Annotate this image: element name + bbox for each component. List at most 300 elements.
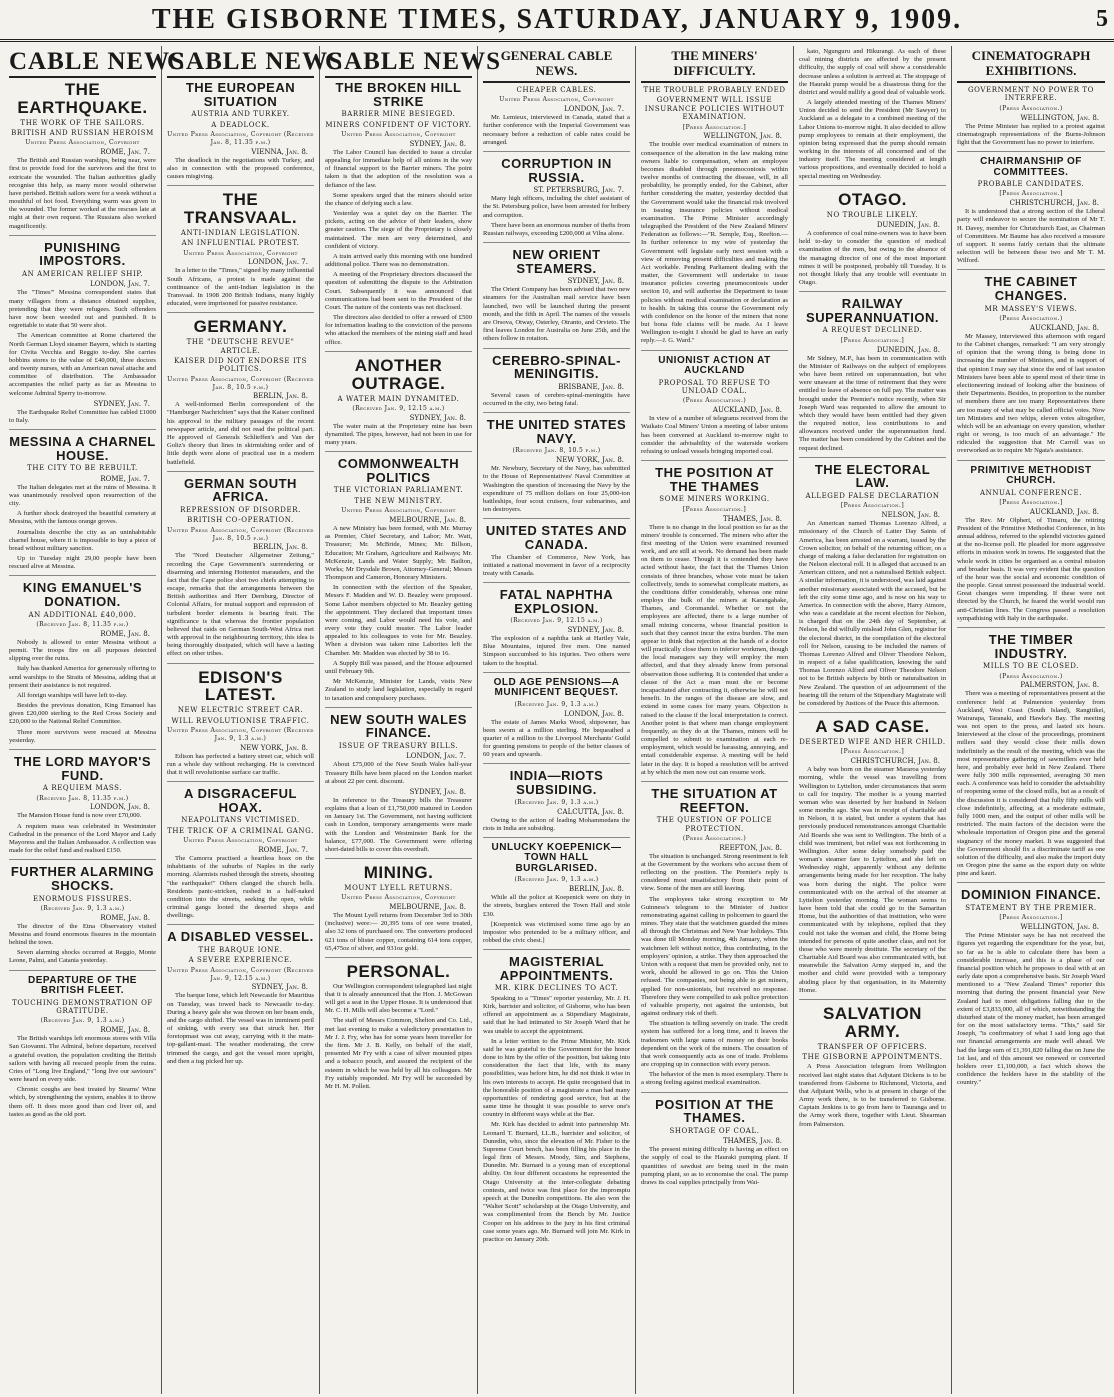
dateline: ROME, Jan. 7. [258, 846, 308, 854]
story-headline: PUNISHING IMPOSTORS. [39, 239, 126, 269]
press-credit: (Received Jan. 8, 10.5 p.m.) [512, 447, 601, 455]
story-headline: POSITION AT THE THAMES. [655, 1096, 774, 1126]
story-headline: UNLUCKY KOEPENICK—TOWN HALL BURGLARISED. [491, 841, 622, 874]
story-paragraph: All foreign warships will have left to-day. [17, 691, 128, 699]
press-credit: United Press Association, Copyright [341, 131, 456, 139]
news-column [162, 46, 344, 1394]
column-heading: CABLE NEWS [325, 48, 472, 78]
story-paragraph: Owing to the action of leading Mohammedans the riots in India are subsiding. [483, 816, 630, 832]
dateline: BERLIN, Jan. 8. [569, 885, 624, 894]
news-story [957, 86, 1105, 147]
news-story [799, 185, 946, 287]
story-subheading: TRANSFER OF OFFICERS. [817, 1042, 928, 1051]
news-story [799, 48, 946, 181]
story-subheading: A REQUIEM MASS. [42, 784, 123, 793]
story-paragraph: The Prime Minister has replied to a protest against cinematograph representations of the Burns-Johnson fight that the Government has no power to interfere. [957, 122, 1105, 146]
press-credit: (Received Jan. 9, 1.3 a.m.) [514, 700, 599, 708]
press-credit: [Press Association.] [682, 123, 747, 131]
news-story [641, 86, 788, 346]
story-subheading: THE TROUBLE PROBABLY ENDED [643, 86, 786, 94]
newspaper-columns [4, 46, 1110, 1394]
dateline: CALCUTTA, Jan. 8. [557, 807, 624, 816]
story-paragraph: A Press Association telegram from Wellington received last night states that Adjutant Dickens is to be transferred from Gisborne to Richmond, Victoria, and that Adjutant Wells, who is at present in charge of the Army work there, is to be transferred to Gisborne. Captain Jenkins is to go from here to Tauranga and to the Army work there, together with Lieut. Shearman from Palmerston. [799, 1063, 946, 1128]
dateline: MELBOURNE, Jan. 8. [389, 903, 466, 912]
story-paragraph: In a letter written to the Prime Minister, Mr. Kirk said he was grateful to the Government for the honor done to him by the offer of the position, but taking into consideration the fact that life, with its many possibilities, was before him, he did not think it wise in his own interests to accept. He quite recognised that in the honorable position of a magistrate a man had many opportunities of rendering good service, but at the same time he thought it was possible to serve one's country in different ways while at the Bar. [483, 1037, 630, 1119]
dateline: AUCKLAND, Jan. 8. [1029, 507, 1099, 516]
story-paragraph: A Supply Bill was passed, and the House adjourned until February 9th. [325, 659, 472, 675]
news-story [325, 351, 472, 447]
press-credit: United Press Association, Copyright [341, 894, 456, 902]
story-subheading: MOUNT LYELL RETURNS. [344, 883, 453, 892]
story-subheading: KAISER DID NOT ENDORSE ITS POLITICS. [174, 356, 307, 374]
story-paragraph: Up to Tuesday night 29,00 people have been rescued alive at Messina. [9, 555, 156, 571]
story-paragraph: In reference to the Treasury bills the Treasurer explains that a loan of £1,750,000 matured in London on January 1st. The Government, not having sufficient cash in London, temporary arrangements were made with the London and Westminster Bank for the balance, £77,000. The Government were offering short-dated bills to cover this overdraft. [325, 796, 472, 853]
story-subheading: AN ADDITIONAL £40,000. [28, 610, 137, 619]
news-story [325, 707, 472, 854]
story-subheading: WILL REVOLUTIONISE TRAFFIC. [171, 716, 310, 725]
story-headline: A SAD CASE. [815, 717, 930, 737]
news-story [957, 882, 1105, 1087]
press-credit: United Press Association, Copyright (Received Jan. 9, 12.15 a.m.) [167, 966, 314, 982]
story-paragraph: kato, Ngunguru and Hikurangi. As each of these coal mining districts are affected by the present difficulty, the supply of coal will show a considerable decrease unless a solution is arrived at. The stoppage of the Hauraki pump would be a disastrous thing for the district and would nullify a good deal of valuable work. [799, 48, 946, 96]
story-headline: THE CABINET CHANGES. [984, 274, 1078, 304]
story-paragraph: A new Ministry has been formed, with Mr. Murray as Premier, Chief Secretary, and Labor; Mr. Watt, Treasurer; Mr. McBride, Mines; Mr. Billson, Education; Mr Graham, Agriculture and Railways; Mr. McKenzie, Lands and Water Supply; Mr. Bailton, Works; Mr Drysdale Brown, Attorney-General; Messrs Thompson and Cameron, Honorary Ministers. [325, 525, 472, 582]
story-headline: PRIMITIVE METHODIST CHURCH. [970, 464, 1092, 487]
news-story [641, 460, 788, 777]
column-heading: CINEMATOGRAPH EXHIBITIONS. [957, 48, 1105, 83]
dateline: BRISBANE, Jan. 8. [558, 382, 624, 391]
story-paragraph: There is no change in the local position so far as the miners' trouble is concerned. The miners who after the first meeting of the Union were examined resumed work, and are still at work. No demand has been made on them to cease. Though it is contended they have acted without haste, the fact that the Thames Union consists of three branches, whose vote must be taken collectively, tends to somewhat complicate matters, as the conditions differ considerably, whereas one mine employs the bulk of the miners at Karangahake, Thames, and Coromandel. Whether or not the employees are affected, there is a large number of small mining concerns, whose financial position is such that they cannot incur the extra burden. The men appear to think that rejection at the hands of a doctor will practically close them to inferior workmen, though the local managers say they will employ the men affected, and that they already know from personal observation those suffering. It is contended that under a clause of the Act a man must die or become incapacitated after contracting it, otherwise he will not benefit. In the ranges of the disease are slow, and extend in some cases for many years. Objection is raised to the clause if the local interpretation is correct. Another point is that where man change employment frequently, as they do at the Thames, miners will be compelled to submit to examination at each re-employment, which would be harassing, annoying, and entail considerable expense. A meeting will be held later in the day. It is hoped a resolution will be arrived at by which the men now out can resume work. [641, 523, 788, 776]
story-paragraph: The Chamber of Commerce, New York, has initiated a national movement in favor of a reciprocity treaty with Canada. [483, 553, 630, 577]
press-credit: (Press Association.) [999, 104, 1063, 112]
story-subheading: ANNUAL CONFERENCE. [979, 488, 1083, 497]
story-subheading: THE QUESTION OF POLICE PROTECTION. [656, 816, 773, 833]
press-credit: (Received Jan. 9, 1.3 a.m.) [514, 798, 599, 806]
story-paragraph: Italy has thanked America for generously offering to send warships to the Straits of Messina, adding that at present their assistance is not required. [9, 665, 156, 689]
story-paragraph: The American committee at Rome chartered the North German Lloyd steamer Bayern, which is starting for Civita Vecchia and Reggio to-day. She carries bobbins stores to the value of £40,000, three doctors and twenty nurses, with an American naval attache and committee of distribution. The Ambassador accompanies the relief party as far as Messina to welcome Admiral Sperry to-morrow. [9, 332, 156, 397]
press-credit: United Press Association, Copyright (Received Jan. 8, 10.5 p.m.) [167, 375, 314, 391]
story-paragraph: Mr McKenzie, Minister for Lands, visits New Zealand to study land legislation, especially in regard to taxation and compulsory purchases. [325, 678, 472, 702]
news-story [167, 924, 314, 1066]
dateline: DUNEDIN, Jan. 8. [876, 220, 940, 229]
story-subheading: DESERTED WIFE AND HER CHILD. [799, 737, 946, 746]
story-paragraph: Mr Sidney, M.P., has been in communication with the Minister of Railways on the subject of employees who have been retired on superannuation, but who were unaware at the time of retirement that they were entitled to leave of absence on full pay. The matter was brought under the Premier's notice recently, when Sir Joseph Ward was requested to allow the amount to which they would have been entitled had they given the required notice, less contributions to and allowances received under the superannuation fund. The matter has been considered by the Cabinet and the request declined. [799, 354, 946, 452]
news-column [636, 46, 794, 1394]
story-paragraph: A largely attended meeting of the Thames Miners' Union decided to send the President (Mr Sawyer) to Auckland as a delegate to a combined meeting of the Labor Unions to-morrow night. It also decided to allow pump employees to remain at their employment, the opinion being expressed that the pump should remain working in the interests of all concerned and of the industry itself. The meeting considered at length various propositions, and eventually decided to hold a special meeting on Wednesday. [799, 99, 946, 180]
press-credit: [Press Association.] [840, 502, 905, 510]
news-story [325, 957, 472, 1091]
news-story [799, 291, 946, 453]
dateline: SYDNEY, Jan. 8. [251, 983, 308, 992]
story-paragraph: Several cases of cerebro-spinal-meningitis have occurred in the city, two being fatal. [483, 391, 630, 407]
story-subheading: THE "DEUTSCHE REVUE" ARTICLE. [186, 338, 295, 355]
story-paragraph: The British and Russian warships, being near, were first to provide food for the survivors and the first to extricate the wounded. The Italian authorities gladly recognise this help, as many more would otherwise have perished. British sailors were for a week without a mouthful of hot food. Everything warm was given to the wounded. The former worked at the rescues late at night at their own request. The Russians also worked magnificently. [9, 157, 156, 230]
story-paragraph: The Italian delegates met at the ruins of Messina. It was unanimously resolved upon resurrection of the city. [9, 483, 156, 508]
story-paragraph: The Rev. Mr Olphert, of Timaru, the retiring President of the Primitive Methodist Conference, in his annual address, referred to the splendid victories gained at the no-license poll. He pleaded for more aggressive efforts in mission work in towns. He suggested that the whole work in cities be organised as a central mission and broader basis. It was very evident that the question of the hour was the social and economic condition of the people. Great unrest possessed the industrial world. Great changes were impending. If these were not directed by the Church, he feared the world would run anti-Christian lines. The Congress passed a resolution sympathising with Italy in the earthquake. [957, 516, 1105, 622]
story-paragraph: Three more survivors were rescued at Messina yesterday. [9, 728, 156, 744]
news-story [799, 712, 946, 995]
story-subheading: NEAPOLITANS VICTIMISED. [181, 816, 300, 825]
story-subheading: THE BARQUE IONE. [198, 946, 283, 955]
story-paragraph: A well-informed Berlin correspondent of the "Hamburger Nachrichten" says that the Kaiser confined his approval to the military passages of the recent newspaper article, and did not read the political part. He approved of Generals Schlieffen's and Van der Goltz's theory that lines in skirmishing order and of little depth were alone of practical use in a modern battlefield. [167, 401, 314, 466]
news-story [9, 429, 156, 571]
press-credit: (Received Jan. 8, 11.35 p.m.) [36, 621, 129, 629]
story-paragraph: The "Nord Deutscher Allgemeiner Zeitung," recording the Cape Government's surrendering or disarming and interning Hottentot marauders, and the fact that the Cape police shot two chiefs attempting to escape, remarks that the arrangements between the British authorities and Herr Dernburg, Director of Colonial Affairs, for mutual support and repression of turbulent border elements is bearing fruit. The significance is that whereas the frontier population believed that raids on German South-West Africa met with approval in the neighbouring territory, this idea is being thoroughly dissipated, which will have a lasting effect on other tribes. [167, 552, 314, 658]
press-credit: [Press Association.] [682, 505, 747, 513]
story-paragraph: The behavior of the men is most exemplary. There is a strong feeling against medical examination. [641, 1071, 788, 1087]
dateline: ROME, Jan. 7. [100, 148, 150, 157]
story-paragraph: The director of the Etna Observatory visited Messina and found enormous fissures in the mountain behind the town. [9, 922, 156, 947]
story-paragraph: Our Wellington correspondent telegraphed last night that it is already announced that the Hon. J. McGowan will get a seat in the Upper House. It is understood that Mr. C. H. Mills will also become a "Lord." [325, 982, 472, 1015]
news-story [167, 471, 314, 659]
story-subheading: THE GISBORNE APPOINTMENTS. [802, 1053, 943, 1062]
press-credit: United Press Association, Copyright [183, 249, 298, 257]
dateline: SYDNEY, Jan. 8. [409, 787, 466, 796]
story-headline: THE EUROPEAN SITUATION [185, 80, 296, 109]
news-story [799, 999, 946, 1129]
news-story [9, 235, 156, 425]
news-column [320, 46, 502, 1394]
story-headline: RAILWAY SUPERANNUATION. [806, 296, 939, 325]
story-headline: COMMONWEALTH POLITICS [337, 456, 460, 485]
story-subheading: THE WORK OF THE SAILORS. [20, 118, 145, 127]
story-paragraph: The explosion of a naphtha tank at Hartley Vale, Blue Mountains, injured five men. One named Simpson succumbed to his injuries. Two others were taken to the hospital. [483, 635, 630, 667]
dateline: SYDNEY, Jan. 8. [409, 139, 466, 148]
story-headline: GERMANY. [193, 317, 288, 337]
dateline: WELLINGTON, Jan. 8. [1020, 923, 1099, 932]
story-subheading: GOVERNMENT NO POWER TO INTERFERE. [967, 86, 1094, 103]
press-credit: (Received Jan. 9, 1.3 a.m.) [40, 1017, 125, 1025]
story-paragraph: The employees take strong exception to Mr Guinness's telegram to the Minister of Justice remonstrating against calling in policemen to guard the mines. They state that the watchmen guarded the mines all through the Christmas and New Year holidays. This was done till Monday morning, 4th January, when the watchmen left without notice, thus contributing, in the employers' opinion, a strike. They then approached the Union with a request that men be provided only, not to work, should be allowed to go on. This the Union refused. The companies, not being able to get miners, applied for non-unionists, but received no response. Therefore they were compelled to ask police protection of valuable property, not against the unionists, but against ordinary risk of theft. [641, 895, 788, 1018]
news-story [483, 949, 630, 1244]
dateline: SYDNEY, Jan. 8. [409, 413, 466, 422]
story-paragraph: The trouble over medical examination of miners in consequence of the alteration in the law making mine owners liable to compensation, when an employee becomes disabled through pneumoconiosis within twelve months of contracting the disease, will, in all probability, be promptly ended, for the Cabinet, after further considering the matter, yesterday decided that the Government would take the financial risk involved in issuing insurance policies without medical examination. The Prime Minister accordingly telegraphed the President of the New Zealand Miners' Federation as follows:—"R. Semple, Esq., Reefton.—In further reference to my wire of yesterday the Government will legislate early next session with a view of removing present difficulties and making the Act workable. Pending Parliament dealing with the matter, the Government will undertake to issue insurance policies covering pneumoconiosis under section 10, and will authorise the Department to issue policies without medical examination or declaration as to health. In taking this course the Government rely with confidence on the honor of the miners that none but bona fide claims will be made. As I leave Wellington to-night I should be glad to have an early reply.—J. G. Ward." [641, 141, 788, 345]
story-headline: THE LORD MAYOR'S FUND. [13, 753, 151, 783]
story-subheading: ALLEGED FALSE DECLARATION [805, 492, 940, 500]
story-paragraph: The "Times'" Messina correspondent states that many villagers from a distance obtained supplies, pretending that they were refugees. Such offenders have now been weeded out and punished. It is regrettable to state that 50 were shot. [9, 289, 156, 330]
news-story [483, 412, 630, 514]
story-subheading: CHEAPER CABLES. [516, 86, 597, 94]
story-paragraph: In view of a number of telegrams received from the Waikato Coal Miners' Union a meeting of labor unions has been convened at Auckland to-morrow night to consider the advisability of the waterside workers refusing to unload vessels bringing imported coal. [641, 415, 788, 455]
press-credit: (Received Jan. 8, 11.35 p.m.) [36, 794, 129, 802]
news-story [483, 242, 630, 343]
dateline: LONDON, Jan. 7. [90, 280, 150, 289]
story-paragraph: Mr Massey, interviewed this afternoon with regard to the Cabinet changes, remarked: "I am very strongly of opinion that the wrong thing is being done in increasing the number of Ministers, and in support of that opinion I may say that since the end of last session Ministers have been able to spend most of their time in electioneering instead of looking after the business of their Departments. Besides, in proportion to the number of members there are too many Representatives there are too many of what may be called official votes. Now ten Ministers and two whips, eleven votes altogether, which will be an advantage on every question, whether right or wrong, is too much of an advantage." He ridiculed the suggestion that Mr Carroll was so overworked as to require Mr Ngata's assistance. [957, 332, 1105, 455]
story-subheading: STATEMENT BY THE PREMIER. [965, 904, 1097, 913]
story-headline: SALVATION ARMY. [823, 1003, 922, 1041]
story-paragraph: A further shock destroyed the beautiful cemetery at Messina, with the famous orange groves. [9, 510, 156, 526]
story-paragraph: A requiem mass was celebrated in Westminster Cathedral in the presence of the Lord Mayor and Lady Mayoress and the Italian Ambassador. A collection was made for the relief fund and realised £150. [9, 822, 156, 855]
story-headline: NEW SOUTH WALES FINANCE. [330, 711, 467, 741]
dateline: REEFTON, Jan. 8. [719, 843, 782, 852]
story-headline: THE SITUATION AT REEFTON. [651, 785, 778, 815]
press-credit: (Received Jan. 9, 1.3 a.m.) [40, 904, 125, 912]
news-story [483, 582, 630, 668]
news-story [483, 518, 630, 578]
story-headline: PERSONAL. [346, 961, 451, 981]
story-paragraph: The British warships left enormous stores with Villa San Giovanni. The Admiral, before departure, received a grateful ovation, the population crediting the British sailors with having all rescued people from the ruins. Cries of "Long live England," "long live our saviours" were heard on every side. [9, 1035, 156, 1084]
story-headline: CORRUPTION IN RUSSIA. [501, 155, 612, 185]
story-headline: MAGISTERIAL APPOINTMENTS. [499, 954, 614, 983]
story-headline: MINING. [363, 863, 434, 883]
story-paragraph: There have been an enormous number of thefts from Russian railways, exceeding £200,000 at Vilna alone. [483, 221, 630, 237]
story-subheading: MR. KIRK DECLINES TO ACT. [494, 984, 619, 993]
story-subheading: BRITISH AND RUSSIAN HEROISM [11, 129, 154, 138]
story-subheading: ANTI-INDIAN LEGISLATION. [180, 228, 301, 237]
dateline: DUNEDIN, Jan. 8. [876, 345, 940, 354]
news-story [957, 151, 1105, 265]
press-credit: (Press Association.) [999, 315, 1063, 323]
dateline: VIENNA, Jan. 8. [251, 147, 308, 156]
story-headline: DOMINION FINANCE. [961, 887, 1101, 903]
news-story [167, 185, 314, 308]
news-column [952, 46, 1110, 1394]
news-story [9, 575, 156, 745]
dateline: PALMERSTON, Jan. 8. [1020, 681, 1099, 690]
news-story [483, 837, 630, 945]
news-story [641, 350, 788, 456]
story-paragraph: The situation is unchanged. Strong resentment is felt at the Government by the workers who accuse them of reflecting on the position. The Premier's reply is considered most unsatisfactory from their point of view. Some of the men are still leaving. [641, 852, 788, 893]
story-paragraph: The Labor Council has decided to issue a circular appealing for immediate help of all unions in the way of financial support to the Barrier miners. The point taken is that the adoption of the resolution was a defiance of the law. [325, 148, 472, 189]
story-subheading: THE VICTORIAN PARLIAMENT. [333, 486, 464, 495]
dateline: SYDNEY, Jan. 8. [567, 626, 624, 635]
news-story [957, 460, 1105, 623]
story-headline: CHAIRMANSHIP OF COMMITTEES. [980, 156, 1082, 178]
story-headline: A DISABLED VESSEL. [167, 929, 314, 945]
story-paragraph: There was a meeting of representatives present at the conference held at Palmerston yesterday from Auckland, West Coast (South Island), Rangitikei, Wairarapa, Taranaki, and Hawke's Bay. The meeting was not open to the press, and lasted six hours. Interviewed at the close of the proceedings, prominent millers said they would close their mills down indefinitely as the result of the meeting, which was the most representative gathering of sawmillers ever held here, and probably ever held in New Zealand. There were fully 300 mills represented, averaging 30 men each. A conference was held to consider the advisability of reopening some of the closed mills, but as a result of the discussion it is considered that fully fifty mills will close indefinitely, affecting, at a moderate estimate, fully 1000 men, and the output of other mills will be restricted. The main factors of the decision were the wholesale importation of Oregon pine and the general stagnancy of the money market. It was suggested that the Government should fix a discriminate tariff as one solution of the difficulty, and also make the import duty on Oregon pine the same as the export duty on white pine and kauri. [957, 690, 1105, 878]
dateline: CHRISTCHURCH, Jan. 8. [1009, 199, 1099, 208]
story-subheading: AN AMERICAN RELIEF SHIP. [21, 270, 144, 279]
story-headline: THE BROKEN HILL STRIKE [335, 80, 462, 109]
press-credit: United Press Association, Copyright [25, 139, 140, 147]
dateline: ROME, Jan. 8. [100, 1026, 150, 1035]
dateline: LONDON, Jan. 7. [406, 752, 466, 761]
dateline: THAMES, Jan. 8. [722, 1137, 782, 1146]
story-paragraph: Besides the previous donation, King Emanuel has given £20,000 sterling to the Red Cross Society and £20,000 to the National Relief Committee. [9, 702, 156, 726]
story-headline: ANOTHER OUTRAGE. [351, 355, 446, 393]
story-subheading: ISSUE OF TREASURY BILLS. [338, 741, 459, 750]
story-headline: GERMAN SOUTH AFRICA. [184, 475, 297, 505]
story-subheading: MINERS CONFIDENT OF VICTORY. [325, 120, 472, 129]
story-paragraph: Seven alarming shocks occurred at Reggio, Monte Leone, Palmi, and Catania yesterday. [9, 949, 156, 965]
story-paragraph: The water main at the Proprietary mine has been dynamited. The pipes, however, had not been in use for many years. [325, 422, 472, 447]
press-credit: (Received Jan. 9, 12.15 a.m.) [510, 617, 603, 625]
story-headline: OTAGO. [838, 189, 907, 209]
dateline: SYDNEY, Jan. 8. [567, 277, 624, 286]
story-subheading: TOUCHING DEMONSTRATION OF GRATITUDE. [12, 998, 153, 1016]
press-credit: [Press Association.] [840, 336, 905, 344]
story-subheading: A SEVERE EXPERIENCE. [188, 956, 293, 965]
story-headline: FATAL NAPHTHA EXPLOSION. [499, 587, 614, 616]
story-paragraph: Mr. Kirk has decided to admit into partnership Mr. Leonard T. Burnard, LL.B., barrister and solicitor, of Dunedin, who, since the elevation of Mr. Fisher to the Supreme Court bench, has been filling his place in the legal firm of Messrs. Moody, Sim, and Stephens, Dunedin. Mr. Burnard is a young man of exceptional ability. On four different occasions he represented the Otago University at the inter-collegiate debating contests, and twice was first place for the impromptu speech at the Dunedin competitions. He also won the "Walter Scott" scholarship at the Otago University, and was complimented from the Bench by Mr. Justice Cooper on his address to the jury in his first criminal case some years ago. Mr. Burnard will join Mr. Kirk in practice on January 20th. [483, 1121, 630, 1243]
story-paragraph: A conference of coal mine-owners was to have been held to-day to consider the question of medical examination of the men, but owing to the absence of the managing director of one of the most important mines it will be postponed, probably till Tuesday. It is not thought likely that any trouble will eventuate in Otago. [799, 229, 946, 287]
press-credit: (Press Association.) [682, 834, 747, 842]
page-number: 5 [1096, 6, 1108, 32]
press-credit: (Received Jan. 9, 1.3 a.m.) [514, 876, 599, 884]
news-story [325, 451, 472, 702]
story-paragraph: Some speakers urged that the miners should seize the chance of defying such a law. [325, 191, 472, 207]
story-paragraph: Chronic coughs are best treated by Stearns' Wine which, by strengthening the system, enables it to throw them off. It does more good than cod liver oil, and tastes as good as the old port. [9, 1086, 156, 1118]
column-heading: THE MINERS' DIFFICULTY. [641, 48, 788, 83]
press-credit: [Press Association.] [999, 914, 1063, 922]
news-story [9, 81, 156, 231]
dateline: NEW YORK, Jan. 8. [240, 743, 308, 752]
story-headline: DEPARTURE OF THE BRITISH FLEET. [28, 974, 137, 997]
news-story [483, 763, 630, 832]
dateline: WELLINGTON, Jan. 8. [1020, 113, 1099, 122]
story-paragraph: Mr. Lemieux, interviewed in Canada, stated that a further conference with the Imperial Government was necessary before a reduction of cable rates could be arranged. [483, 114, 630, 146]
story-subheading: AUSTRIA AND TURKEY. [191, 110, 290, 119]
story-paragraph: An American named Thomas Lorenzo Alfred, a missionary of the Church of Latter Day Saints of America, has been arrested on a warrant, issued by the Crown solicitor, on behalf of the returning officer, on a charge of making a false declaration for registration on the Nelson electoral roll. It is alleged that accused is an American citizen, and not a naturalised British subject. A similar information, it is understood, was laid against another missionary associated with the accused, but he left the city some time ago, and is now on his way to America. In connection with the above, Harry Atmore, who was a candidate at the recent election for Nelson, is charged that on the 24th day of September, at Nelson, he did wilfully mislead John Glen, registrar for the electoral district, in the compilation of the electoral roll for Nelson, causing to be included the names of Thomas Lorenzo Alfred and Oliver Theodore Nelson, in respect of a false qualification, knowing the said Thomas Lorenzo Alfred and Oliver Theodore Nelson not to be British subjects by birth or naturalisation in New Zealand. The question of an adjournment of the hearing till the return of the Stipendiary Magistrate will be considered by Justices of the Peace this afternoon. [799, 520, 946, 707]
story-headline: OLD AGE PENSIONS—A MUNIFICENT BEQUEST. [493, 676, 620, 699]
story-headline: FURTHER ALARMING SHOCKS. [10, 864, 155, 893]
news-story [641, 781, 788, 1088]
story-subheading: THE TRICK OF A CRIMINAL GANG. [167, 826, 314, 835]
story-paragraph: In a letter to the "Times," signed by many influential South Africans, a protest is made against the continuance of the anti-Indian legislation in the Transvaal. In 1908 200 British Indians, many highly educated, were imprisoned for passive resistance. [167, 267, 314, 308]
press-credit: [Press Association.] [999, 190, 1063, 198]
story-paragraph: About £75,000 of the New South Wales half-year Treasury Bills have been placed on the London market at about 22 per cent. discount. [325, 761, 472, 785]
press-credit: United Press Association, Copyright [183, 837, 298, 845]
press-credit: United Press Association, Copyright [499, 96, 614, 104]
news-story [167, 663, 314, 778]
story-headline: A DISGRACEFUL HOAX. [184, 786, 297, 815]
story-headline: UNIONIST ACTION AT AUCKLAND [658, 354, 771, 377]
dateline: LONDON, Jan. 8. [90, 803, 150, 812]
story-subheading: SHORTAGE OF COAL. [669, 1126, 760, 1135]
story-headline: UNITED STATES AND CANADA. [485, 523, 628, 552]
story-paragraph: The estate of James Marks Wood, shipowner, has been sworn at a million sterling. He bequeathed a quarter of a million to the Liverpool Merchants' Guild for granting pensions to people of the better classes of 60 years and upwards. [483, 718, 630, 759]
story-subheading: A WATER MAIN DYNAMITED. [337, 394, 460, 403]
news-story [9, 970, 156, 1119]
dateline: LONDON, Jan. 7. [248, 258, 308, 267]
story-paragraph: Nobody is allowed to enter Messina without a permit. The troops fire on all purposes detected slipping over the ruins. [9, 638, 156, 663]
story-headline: THE EARTHQUAKE. [17, 80, 148, 117]
story-paragraph: The Mount Lyell returns from December 3rd to 30th (inclusive) were:— 20,395 tons of ore were treated, also 32 tons of purchased ore. The converters produced 621 tons of blister copper, containing 614 tons copper, 65,475oz of silver, and 931oz gold. [325, 912, 472, 952]
news-story [167, 312, 314, 466]
story-paragraph: While all the police at Koepenick were on duty in the streets, burglars entered the Town Hall and stole £30. [483, 894, 630, 918]
dateline: ROME, Jan. 8. [100, 629, 150, 638]
story-paragraph: The directors also decided to offer a reward of £500 for information leading to the conviction of the persons who attacked the members of the mining staff and head office. [325, 314, 472, 346]
press-credit: United Press Association, Copyright (Received Jan. 8, 10.5 p.m.) [167, 526, 314, 542]
story-headline: NEW ORIENT STEAMERS. [512, 247, 601, 276]
press-credit: United Press Association, Copyright (Received Jan. 9, 1.3 a.m.) [167, 727, 314, 742]
news-story [483, 86, 630, 147]
story-paragraph: The situation is telling severely on trade. The credit system has suffered for a long time, and it leaves the tradesmen with large sums of money on their books dependent on the work of the miners. The cessation of that work consequently acts as one of trade. Problems are cropping up in connection with every person. [641, 1020, 788, 1069]
news-story [483, 672, 630, 760]
story-paragraph: Yesterday was a quiet day on the Barrier. The pickets, acting on the advice of their leaders, show greater caution. The siege of the Proprietary is closely maintained. The men are very determined, and confident of victory. [325, 210, 472, 250]
dateline: LONDON, Jan. 7. [564, 105, 624, 114]
dateline: SYDNEY, Jan. 7. [93, 399, 150, 408]
dateline: NELSON, Jan. 8. [881, 511, 940, 520]
news-story [167, 81, 314, 181]
story-headline: THE POSITION AT THE THAMES [655, 465, 774, 494]
story-subheading: BRITISH CO-OPERATION. [187, 516, 294, 525]
story-subheading: PROBABLE CANDIDATES. [977, 180, 1085, 189]
dateline: BERLIN, Jan. 8. [253, 392, 308, 401]
news-story [483, 151, 630, 238]
news-story [325, 81, 472, 347]
story-paragraph: The Earthquake Relief Committee has cabled £1000 to Italy. [9, 408, 156, 424]
story-paragraph: The Prime Minister says he has not received the figures yet regarding the expenditure for the year, but, so far as he is able to calculate there has been a considerable increase, and this is a phase of our financial position which he proposes to deal with at an early date upon a comprehensive basis. Sir Joseph Ward mentioned to a "New Zealand Times" reporter this morning that during the present financial year New Zealand had to meet obligations falling due to the extent of £3,833,000, all of which, notwithstanding the disturbed state of the money market, has been arranged for on the most satisfactory terms. "This," said Sir Joseph, "is confirmatory of what I said long ago that our financial arrangements are made well ahead. We had the large sum of £1,391,820 falling due on June the 1st last, and of this amount we renewed or converted holders over £1,100,000, a fact which shows the confidence the holders have in the stability of the country." [957, 932, 1105, 1087]
news-story [483, 348, 630, 409]
story-subheading: AN INFLUENTIAL PROTEST. [181, 239, 300, 248]
story-headline: THE ELECTORAL LAW. [814, 461, 931, 491]
news-column [794, 46, 952, 1394]
story-headline: KING EMANUEL'S DONATION. [22, 580, 143, 610]
story-subheading: REPRESSION OF DISORDER. [180, 505, 301, 514]
press-credit: [Press Association.] [999, 498, 1063, 506]
dateline: ROME, Jan. 8. [100, 913, 150, 922]
column-heading: GENERAL CABLE NEWS. [483, 48, 630, 83]
story-headline: CEREBRO-SPINAL-MENINGITIS. [492, 352, 621, 382]
story-paragraph: The Mansion House fund is now over £70,000. [17, 812, 142, 820]
newspaper-title: THE GISBORNE TIMES, SATURDAY, JANUARY 9, 1909. [151, 3, 963, 35]
story-paragraph: Edison has perfected a battery street car, which will run a whole day without recharging. He is convinced that it will revolutionise surface car traffic. [167, 752, 314, 776]
story-paragraph: It is understood that a strong section of the Liberal party will endeavor to secure the nomination of Mr T. H. Davey, member for Christchurch East, as Chairman of Committees. Mr Baume has also received a measure of support. It seems fairly certain that the ultimate selection will be between these two and Mr T. M. Wilford. [957, 208, 1105, 265]
story-headline: THE TRANSVAAL. [183, 190, 298, 228]
dateline: BERLIN, Jan. 8. [253, 543, 308, 552]
news-column [4, 46, 186, 1394]
story-subheading: THE CITY TO BE REBUILT. [27, 464, 138, 473]
story-paragraph: The Camorra practised a heartless hoax on the inhabitants of the suburbs of Naples in the early morning. Alarmists rushed through the streets, shouting "the earthquake!" Others clanged the church bells. Residents panic-stricken, rushed in a half-naked condition into the streets, seeking the open, while criminal gangs looted the deserted shops and dwellings. [167, 855, 314, 920]
dateline: MELBOURNE, Jan. 8. [389, 516, 466, 525]
story-subheading: A REQUEST DECLINED. [822, 326, 923, 335]
news-story [325, 858, 472, 953]
story-headline: EDISON'S LATEST. [198, 667, 283, 705]
dateline: ROME, Jan. 7. [100, 474, 150, 483]
press-credit: (Press Association.) [999, 672, 1063, 680]
press-credit: [Press Association.] [840, 748, 905, 756]
story-subheading: NEW ELECTRIC STREET CAR. [177, 706, 304, 715]
dateline: NEW YORK, Jan. 8. [556, 456, 624, 465]
story-headline: MESSINA A CHARNEL HOUSE. [9, 434, 156, 463]
story-paragraph: Speaking to a "Times" reporter yesterday, Mr. J. H. Kirk, barrister and solicitor, of Gisborne, who has been offered an appointment as a Stipendiary Magistrate, said that he had intimated to Sir Joseph Ward that he was unable to accept the appointment. [483, 994, 630, 1035]
story-paragraph: A meeting of the Proprietary directors discussed the question of submitting the dispute to the Arbitration Court. Subsequently it was announced that communications had been sent to the President of the Court. The nature of the contents was not disclosed. [325, 271, 472, 311]
story-subheading: A DEADLOCK. [211, 120, 270, 129]
dateline: THAMES, Jan. 8. [722, 514, 782, 523]
story-subheading: PROPOSAL TO REFUSE TO UNLOAD COAL. [658, 378, 771, 396]
story-paragraph: The deadlock in the negotiations with Turkey, and also in connection with the proposed conference, causes misgiving. [167, 156, 314, 180]
story-paragraph: Journalists describe the city as an uninhabitable charnel house, where it is impossible to buy a piece of bread without military sanction. [9, 528, 156, 552]
news-story [957, 627, 1105, 878]
story-subheading: GOVERNMENT WILL ISSUE INSURANCE POLICIES WITHOUT EXAMINATION. [644, 96, 785, 122]
story-subheading: THE NEW MINISTRY. [354, 496, 443, 505]
story-subheading: MILLS TO BE CLOSED. [983, 662, 1079, 671]
story-paragraph: [Koepenick was victimised some time ago by an impostor who pretended to be a military officer, and robbed the civic chest.] [483, 920, 630, 945]
news-story [9, 749, 156, 855]
dateline: AUCKLAND, Jan. 8. [712, 406, 782, 415]
story-paragraph: Mr. Newbury, Secretary of the Navy, has submitted to the House of Representatives' Naval Committee at Washington the question of increasing the Navy by the expenditure of 75 million dollars on four 25,000-ton battleships, four scout cruisers, four submarines, and ten destroyers. [483, 465, 630, 514]
dateline: LONDON, Jan. 8. [564, 709, 624, 718]
masthead [0, 0, 1114, 42]
story-paragraph: In connection with the election of the Speaker, Messrs F. Madden and W. D. Beazley were proposed. Some Labor members objected to Mr. Beazley getting the appointment. They declared that important times were coming, and Labor would need his vote, and every vote they could muster. The Labor leader appealed to his colleagues to vote for Mr. Beazley. When a division was taken nine Laborites left the Chamber. Mr. Madden was elected by 38 to 16. [325, 584, 472, 657]
dateline: AUCKLAND, Jan. 8. [1029, 323, 1099, 332]
story-paragraph: The barque Ione, which left Newcastle for Mauritius on Tuesday, was towed back to Newcastle to-day. During a heavy gale she was thrown on her beam ends, and the cargo shifted. The vessel was in imminent peril of sinking, with every sea that struck her. Her foretopmast was cut away, carrying with it the main-top-gallant-mast. The weather moderating, the crew trimmed the cargo, and got the vessel more upright, and then a tug picked her up. [167, 992, 314, 1065]
story-paragraph: The present mining difficulty is having an effect on the supply of coal to the Hauraki pumping plant. If quantities of sawdust are being used in the main pumping plant, so as to economise the coal. The pump draws its coal supplies principally from Wai- [641, 1146, 788, 1186]
story-paragraph: The staff of Messrs Common, Shelton and Co. Ltd., met last evening to make a valedictory presentation to Mr J. J. Fry, who has for some years been traveller for the firm. Mr J. B. Kelly, on behalf of the staff, presented Mr Fry with a case of silver mounted pipes and a tobacco pouch, and assured the recipient of the esteem in which he was held by all his colleagues. Mr Fry suitably responded. Mr Fry will be succeeded by Mr H. M. Pollett. [325, 1017, 472, 1090]
story-subheading: NO TROUBLE LIKELY. [826, 210, 919, 219]
news-column [478, 46, 636, 1394]
story-subheading: SOME MINERS WORKING. [659, 495, 770, 504]
story-paragraph: The Orient Company has been advised that two new steamers for the Australian mail service have been launched, two will be launched during the present month, and the fifth in April. The names of the vessels are Orsova, Otway, Osterley, Otranto, and Orvieto. The first leaves London for Australia on June 25th, and the others follow in rotation. [483, 286, 630, 343]
dateline: CHRISTCHURCH, Jan. 8. [850, 757, 940, 766]
news-story [167, 781, 314, 920]
column-heading: CABLE NEWS [167, 48, 314, 78]
news-story [957, 269, 1105, 455]
story-paragraph: A baby was born on the steamer Mararoa yesterday morning, while the vessel was travelling from Wellington to Lyttelton, under circumstances that seem to call for inquiry. The mother is a young married woman who was deserted by her husband in Nelson some months ago. She was in receipt of charitable aid in Nelson, it is stated, but under a system that has previously produced remonstrances amongst Charitable Aid Boards she was sent to Wellington. The birth of a child was imminent, but relief was not forthcoming in Wellington. After some delay somebody paid the woman's steamer fare to Lyttelton, and she left on Wednesday night, apparently without any definite arrangements being made for her reception. The baby was born during the night. The police were communicated with on the arrival of the steamer at Lyttelton yesterday morning. The woman seems to have been told that she could go to the Samaritan Home, but the authorities of that institution, who were communicated with by telephone, replied that they could not take the woman and child, the Home being intended for persons of quite another class, and not for those who were merely destitute. The secretary of the Charitable Aid Board was also communicated with, but meanwhile the Salvation Army stepped in, and the mother and child were provided with a temporary abiding place by that organisation, in its Maternity Home. [799, 766, 946, 994]
news-story [799, 457, 946, 708]
story-headline: INDIA—RIOTS SUBSIDING. [509, 768, 604, 798]
